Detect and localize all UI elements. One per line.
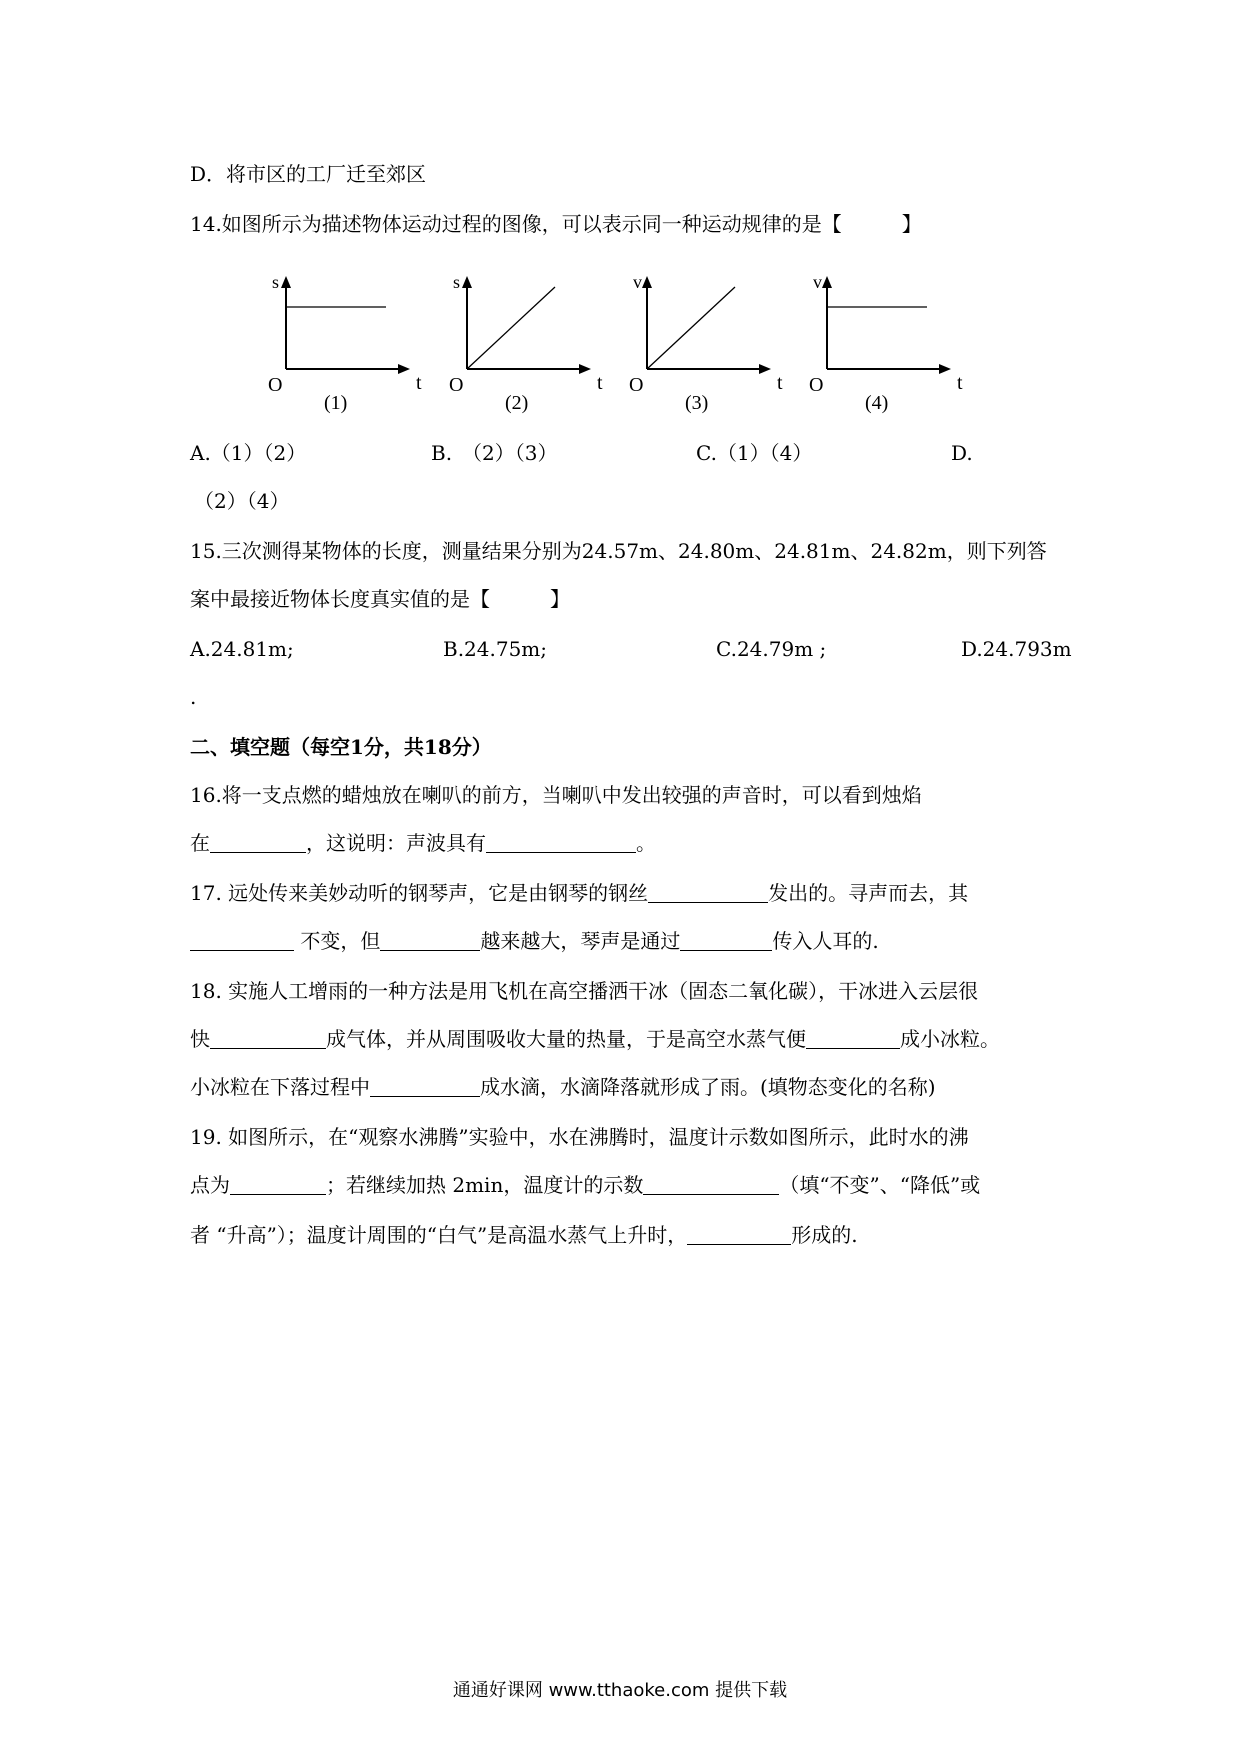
graph-caption: (4) xyxy=(865,392,889,414)
q16-line1: 16.将一支点燃的蜡烛放在喇叭的前方，当喇叭中发出较强的声音时，可以看到烛焰 xyxy=(190,783,922,807)
q15-trailing: . xyxy=(190,685,197,709)
q17-text-d: 越来越大，琴声是通过 xyxy=(480,929,681,953)
q19-line2 xyxy=(190,1172,980,1198)
y-axis-label: v xyxy=(813,272,822,292)
q14-option-d-cont: （2）（4） xyxy=(194,489,290,513)
q14-stem: 14.如图所示为描述物体运动过程的图像，可以表示同一种运动规律的是【 】 xyxy=(190,212,922,236)
motion-line xyxy=(467,287,555,369)
q19-blank-2[interactable] xyxy=(643,1174,779,1195)
q18-blank-1[interactable] xyxy=(210,1028,326,1049)
x-axis-arrow xyxy=(579,364,591,374)
x-axis-arrow xyxy=(759,364,771,374)
origin-label: O xyxy=(268,374,283,396)
q15-option-b: B.24.75m; xyxy=(443,637,548,661)
q19-text-b: ；若继续加热 2min，温度计的示数 xyxy=(326,1173,644,1197)
q15-option-d: D.24.793m xyxy=(961,637,1072,661)
q14-option-a: A.（1）（2） xyxy=(190,441,307,465)
q16-text-c: 。 xyxy=(636,831,656,855)
q18-line1: 18. 实施人工增雨的一种方法是用飞机在高空播洒干冰（固态二氧化碳），干冰进入云层很 xyxy=(190,979,979,1003)
x-axis-label: t xyxy=(777,372,783,394)
q15-stem-line2: 案中最接近物体长度真实值的是【 】 xyxy=(190,587,570,611)
q19-text-e: 形成的. xyxy=(791,1223,858,1247)
q19-text-c: （填“不变”、“降低”或 xyxy=(779,1173,981,1197)
q19-blank-1[interactable] xyxy=(230,1174,326,1195)
graph-4 xyxy=(809,272,963,414)
q17-blank-2[interactable] xyxy=(190,930,294,951)
q18-text-c: 成小冰粒。 xyxy=(900,1027,1000,1051)
q18-text-e: 成水滴，水滴降落就形成了雨。(填物态变化的名称) xyxy=(480,1075,936,1099)
q16-text-b: ，这说明：声波具有 xyxy=(306,831,486,855)
q15-option-c: C.24.79m ; xyxy=(716,637,827,661)
q17-text-e: 传入人耳的. xyxy=(772,929,879,953)
q19-text-a: 点为 xyxy=(190,1173,230,1197)
motion-line xyxy=(647,287,735,369)
q18-line2 xyxy=(190,1026,1000,1052)
x-axis-arrow xyxy=(939,364,951,374)
q17-line1 xyxy=(190,880,968,906)
y-axis-arrow xyxy=(822,276,832,288)
graph-caption: (1) xyxy=(324,392,348,414)
origin-label: O xyxy=(449,374,464,396)
x-axis-label: t xyxy=(957,372,963,394)
origin-label: O xyxy=(629,374,644,396)
y-axis-label: s xyxy=(272,272,280,292)
graph-2 xyxy=(449,272,603,414)
x-axis-arrow xyxy=(398,364,410,374)
q16-blank-1[interactable] xyxy=(210,832,306,853)
q18-text-b: 成气体，并从周围吸收大量的热量，于是高空水蒸气便 xyxy=(326,1027,806,1051)
q14-option-c: C.（1）（4） xyxy=(696,441,813,465)
q17-blank-3[interactable] xyxy=(380,930,480,951)
q14-option-d: D. xyxy=(951,441,973,465)
y-axis-label: s xyxy=(453,272,461,292)
y-axis-label: v xyxy=(633,272,642,292)
q19-line3 xyxy=(190,1222,858,1248)
q17-text-c: 不变，但 xyxy=(294,929,381,953)
q16-line2 xyxy=(190,830,656,856)
q17-blank-4[interactable] xyxy=(680,930,772,951)
x-axis-label: t xyxy=(597,372,603,394)
q18-text-d: 小冰粒在下落过程中 xyxy=(190,1075,370,1099)
graph-caption: (3) xyxy=(685,392,709,414)
q17-text-a: 17. 远处传来美妙动听的钢琴声，它是由钢琴的钢丝 xyxy=(190,881,649,905)
q18-blank-2[interactable] xyxy=(806,1028,900,1049)
q17-line2 xyxy=(190,928,879,954)
footer-text: 通通好课网 www.tthaoke.com 提供下载 xyxy=(452,1680,788,1701)
q19-line1: 19. 如图所示，在“观察水沸腾”实验中，水在沸腾时，温度计示数如图所示，此时水的沸 xyxy=(190,1125,969,1149)
q13-option-d: D．将市区的工厂迁至郊区 xyxy=(190,162,427,186)
q16-text-a: 在 xyxy=(190,831,210,855)
q19-blank-3[interactable] xyxy=(687,1224,791,1245)
section-2-title: 二、填空题（每空1分，共18分） xyxy=(190,735,492,759)
q16-blank-2[interactable] xyxy=(486,832,636,853)
q17-blank-1[interactable] xyxy=(648,882,768,903)
q19-text-d: 者 “升高”）；温度计周围的“白气”是高温水蒸气上升时， xyxy=(190,1223,688,1247)
graph-3 xyxy=(629,272,783,414)
origin-label: O xyxy=(809,374,824,396)
y-axis-arrow xyxy=(462,276,472,288)
y-axis-arrow xyxy=(281,276,291,288)
q18-line3 xyxy=(190,1074,936,1100)
q18-blank-3[interactable] xyxy=(370,1076,480,1097)
q18-text-a: 快 xyxy=(190,1027,210,1051)
q14-option-b: B. （2）（3） xyxy=(431,441,558,465)
x-axis-label: t xyxy=(416,372,422,394)
q15-stem-line1: 15.三次测得某物体的长度，测量结果分别为24.57m、24.80m、24.81m、24.82m，则下列答 xyxy=(190,539,1047,563)
q15-option-a: A.24.81m; xyxy=(190,637,294,661)
graph-caption: (2) xyxy=(505,392,529,414)
graph-1 xyxy=(268,272,422,414)
q17-text-b: 发出的。寻声而去，其 xyxy=(768,881,969,905)
y-axis-arrow xyxy=(642,276,652,288)
